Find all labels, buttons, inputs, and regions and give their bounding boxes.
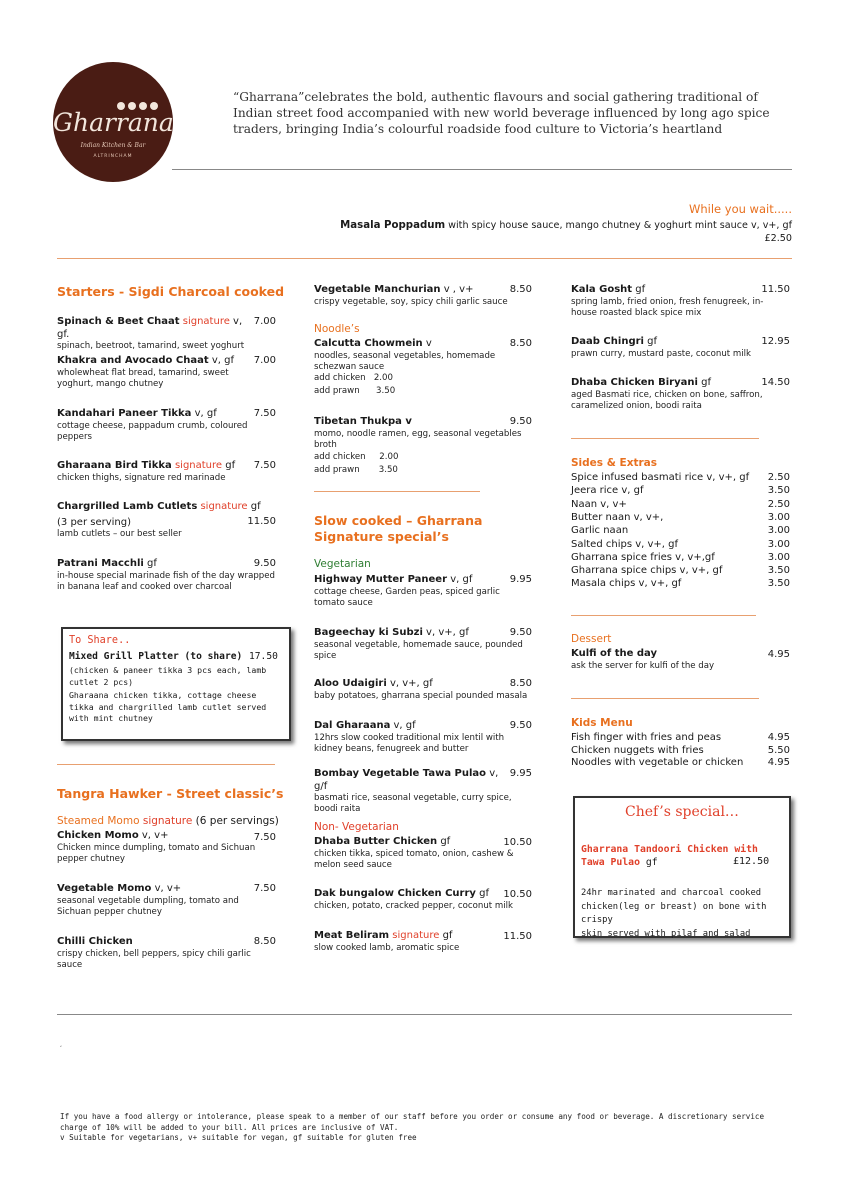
list-item-price: 4.95 — [767, 732, 790, 743]
tangra-item: Chicken Momo v, v+ Chicken mince dumpling, tomato and Sichuan pepper chutney — [57, 830, 256, 864]
tangra-price: 7.50 — [253, 883, 276, 894]
intro-text: “Gharrana”celebrates the bold, authentic flavours and social gathering traditional of Indian street food accompanied with new world beverage influenced by long ago spice traders, bringing India’s colourful roadside food culture to Victoria’s heartland — [233, 90, 770, 136]
list-item-price: 3.00 — [767, 511, 790, 523]
nonveg-item: Dak bungalow Chicken Curry gf chicken, potato, cracked pepper, coconut milk — [314, 888, 514, 911]
chefs-special-desc: 24hr marinated and charcoal cooked chicken(leg or breast) on bone with crispy skin served with pilaf and salad — [581, 888, 767, 939]
starter-price: 7.00 — [253, 316, 276, 327]
tangra-price: 8.50 — [253, 936, 276, 947]
poppadum-price: £2.50 — [764, 233, 792, 244]
thukpa-item: Tibetan Thukpa v momo, noodle ramen, egg, seasonal vegetables broth add chicken 2.00 add prawn 3.50 — [314, 416, 522, 475]
thukpa-price: 9.50 — [509, 416, 532, 427]
starter-item: Khakra and Avocado Chaat v, gf wholewheat flat bread, tamarind, sweet yoghurt, mango chutney — [57, 355, 234, 389]
veg-price: 9.95 — [509, 768, 532, 779]
tangra-heading: Tangra Hawker - Street classic’s — [57, 786, 284, 801]
list-item-price: 3.00 — [767, 551, 790, 563]
main-item: Kala Gosht gf spring lamb, fried onion, fresh fenugreek, in-house roasted black spice mix — [571, 284, 764, 318]
list-item: Fish finger with fries and peas — [571, 732, 722, 743]
chefs-special-heading: Chef’s special… — [625, 804, 739, 820]
starter-item: Patrani Macchli gf in-house special marinade fish of the day wrapped in banana leaf and cooked over charcoal — [57, 558, 275, 592]
list-item: Garlic naan — [571, 525, 629, 537]
veg-price: 9.50 — [509, 720, 532, 731]
list-item: Masala chips v, v+, gf — [571, 578, 682, 590]
poppadum-name: Masala Poppadum — [340, 220, 446, 231]
nonveg-item: Meat Beliram signature gf slow cooked lamb, aromatic spice — [314, 930, 460, 953]
list-item: Spice infused basmati rice v, v+, gf — [571, 472, 750, 483]
momo-subheading: Steamed Momo signature (6 per servings) — [57, 815, 279, 827]
nonveg-price: 11.50 — [503, 931, 532, 942]
main-item: Dhaba Chicken Biryani gf aged Basmati rice, chicken on bone, saffron, caramelized onion, boodi raita — [571, 377, 763, 411]
section-divider — [314, 491, 480, 492]
tangra-price: 7.50 — [253, 832, 276, 843]
nonveg-price: 10.50 — [503, 837, 532, 848]
tangra-item: Chilli Chicken crispy chicken, bell peppers, spicy chili garlic sauce — [57, 936, 251, 970]
wait-divider — [57, 258, 792, 259]
chefs-special-box — [573, 796, 791, 938]
stray-mark: ʻ — [60, 1045, 62, 1052]
logo-tagline: Indian Kitchen & Bar — [80, 142, 146, 149]
starter-price: 7.50 — [253, 408, 276, 419]
chowmein-item: Calcutta Chowmein v noodles, seasonal vegetables, homemade schezwan sauce add chicken 2.00 add prawn 3.50 — [314, 338, 496, 396]
list-item: Jeera rice v, gf — [571, 485, 644, 497]
list-item-price: 3.50 — [767, 485, 790, 497]
list-item-price: 2.50 — [767, 472, 790, 483]
veg-price: 8.50 — [509, 678, 532, 689]
wait-heading: While you wait..... — [688, 202, 792, 216]
veg-item: Bombay Vegetable Tawa Pulao v, g/f basmati rice, seasonal vegetable, curry spice, boodi raita — [314, 768, 512, 814]
sides-heading: Sides & Extras — [571, 457, 657, 469]
veg-item: Aloo Udaigiri v, v+, gf baby potatoes, gharrana special pounded masala — [314, 678, 528, 701]
veg-item: Highway Mutter Paneer v, gf cottage cheese, Garden peas, spiced garlic tomato sauce — [314, 574, 500, 608]
manchurian-price: 8.50 — [509, 284, 532, 295]
wait-item — [300, 219, 792, 245]
veg-price: 9.50 — [509, 627, 532, 638]
section-divider — [571, 438, 759, 439]
list-item-price: 3.50 — [767, 565, 790, 577]
nonveg-heading: Non- Vegetarian — [314, 821, 399, 833]
section-divider — [571, 698, 759, 699]
main-price: 11.50 — [761, 284, 790, 295]
list-item-price: 5.50 — [767, 744, 790, 756]
list-item: Butter naan v, v+, — [571, 511, 664, 523]
dessert-price: 4.95 — [767, 649, 790, 660]
starter-item: Gharaana Bird Tikka signature gf chicken thighs, signature red marinade — [57, 460, 236, 483]
tangra-item: Vegetable Momo v, v+ seasonal vegetable dumpling, tomato and Sichuan pepper chutney — [57, 883, 239, 917]
logo-location: ALTRINCHAM — [93, 154, 133, 159]
starters-heading: Starters - Sigdi Charcoal cooked — [57, 284, 285, 299]
starter-price: 7.00 — [253, 355, 276, 366]
logo-name: Gharrana — [53, 108, 174, 137]
starter-price: 11.50 — [247, 516, 276, 527]
nonveg-price: 10.50 — [503, 889, 532, 900]
list-item-price: 3.00 — [767, 538, 790, 550]
list-item: Naan v, v+ — [571, 498, 627, 510]
list-item-price: 3.50 — [767, 578, 790, 590]
vegetarian-heading: Vegetarian — [314, 558, 371, 570]
list-item: Noodles with vegetable or chicken — [571, 757, 744, 769]
list-item: Gharrana spice chips v, v+, gf — [571, 565, 723, 577]
section-divider — [57, 764, 275, 765]
kids-heading: Kids Menu — [571, 717, 633, 729]
dessert-heading: Dessert — [571, 633, 612, 645]
starter-price: 7.50 — [253, 460, 276, 471]
header-divider — [172, 169, 792, 170]
main-item: Daab Chingri gf prawn curry, mustard paste, coconut milk — [571, 336, 751, 359]
list-item: Chicken nuggets with fries — [571, 744, 704, 756]
list-item-price: 2.50 — [767, 498, 790, 510]
slow-cooked-heading: Slow cooked – Gharrana Signature special’s — [314, 513, 483, 544]
veg-item: Dal Gharaana v, gf 12hrs slow cooked traditional mix lentil with kidney beans, fenugreek and butter — [314, 720, 505, 754]
allergy-footer: If you have a food allergy or intolerance, please speak to a member of our staff before you order or consume any food or beverage. A discretionary service charge of 10% will be added to your bill. All prices are inclusive of VAT. v Suitable for vegetarians, v+ suitable for vegan, gf suitable for gluten free — [60, 1112, 765, 1142]
restaurant-logo — [53, 62, 173, 182]
share-heading: To Share.. — [69, 635, 131, 646]
main-price: 12.95 — [761, 336, 790, 347]
chefs-special-name: Gharrana Tandoori Chicken with Tawa Pulao gf — [581, 844, 758, 868]
nonveg-item: Dhaba Butter Chicken gf chicken tikka, spiced tomato, onion, cashew & melon seed sauce — [314, 836, 514, 870]
share-item-desc: Gharaana chicken tikka, cottage cheese tikka and chargrilled lamb cutlet served with mint chutney — [69, 690, 267, 723]
list-item: Gharrana spice fries v, v+,gf — [571, 551, 715, 563]
chefs-special-price: £12.50 — [733, 856, 770, 867]
veg-price: 9.95 — [509, 574, 532, 585]
section-divider — [571, 615, 756, 616]
footer-divider — [57, 1014, 792, 1015]
dessert-item: Kulfi of the day ask the server for kulfi of the day — [571, 648, 715, 671]
list-item: Salted chips v, v+, gf — [571, 538, 679, 550]
noodles-heading: Noodle’s — [314, 323, 360, 335]
starter-item: Kandahari Paneer Tikka v, gf cottage cheese, pappadum crumb, coloured peppers — [57, 408, 248, 442]
main-price: 14.50 — [761, 377, 790, 388]
starter-item: Spinach & Beet Chaat signature v, gf. spinach, beetroot, tamarind, sweet yoghurt — [57, 316, 245, 351]
manchurian-item: Vegetable Manchurian v , v+ crispy vegetable, soy, spicy chili garlic sauce — [314, 284, 508, 307]
starter-item: Chargrilled Lamb Cutlets signature gf (3 per serving) lamb cutlets – our best seller — [57, 501, 261, 539]
list-item-price: 4.95 — [767, 757, 790, 769]
veg-item: Bageechay ki Subzi v, v+, gf seasonal vegetable, homemade sauce, pounded spice — [314, 627, 523, 661]
share-item-price: 17.50 — [249, 651, 278, 662]
poppadum-desc: with spicy house sauce, mango chutney & yoghurt mint sauce v, v+, gf — [445, 220, 792, 231]
share-item-detail: (chicken & paneer tikka 3 pcs each, lamb cutlet 2 pcs) — [69, 665, 267, 687]
starter-price: 9.50 — [253, 558, 276, 569]
share-box — [61, 627, 291, 741]
share-item-name: Mixed Grill Platter (to share) — [69, 651, 243, 662]
list-item-price: 3.00 — [767, 525, 790, 537]
chowmein-price: 8.50 — [509, 338, 532, 349]
